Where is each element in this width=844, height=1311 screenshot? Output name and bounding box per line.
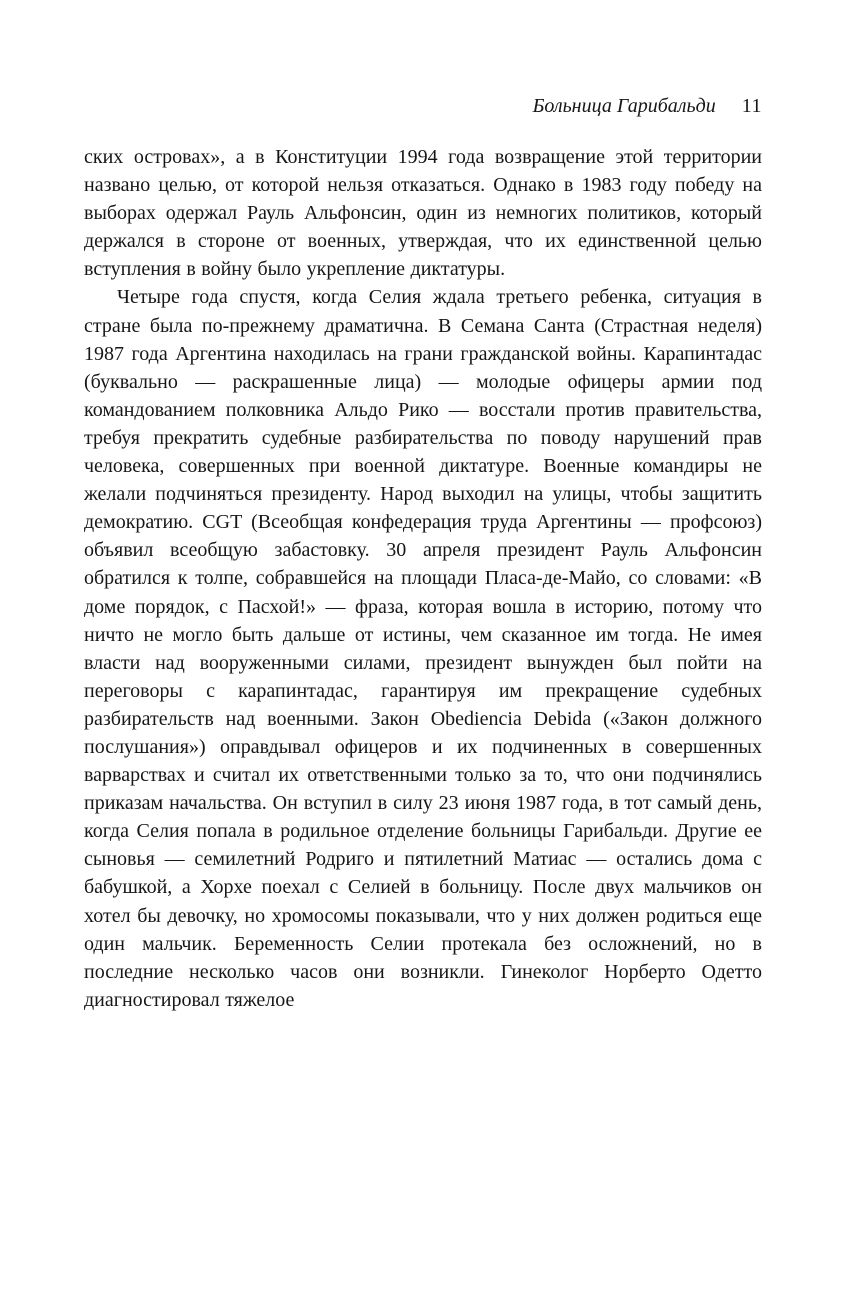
running-header-title: Больница Гарибальди: [532, 95, 716, 117]
paragraph: Четыре года спустя, когда Селия ждала третьего ребенка, ситуация в стране была по-прежнему драматична. В Семана Санта (Страстная неделя) 1987 года Аргентина находилась на грани гражданской войны. Карапинтадас (буквально — раскрашенные лица) — молодые офицеры армии под командованием полковника Альдо Рико — восстали против правительства, требуя прекратить судебные разбирательства по поводу нарушений прав человека, совершенных при военной диктатуре. Военные командиры не желали подчиняться президенту. Народ выходил на улицы, чтобы защитить демократию. CGT (Всеобщая конфедерация труда Аргентины — профсоюз) объявил всеобщую забастовку. 30 апреля президент Рауль Альфонсин обратился к толпе, собравшейся на площади Пласа-де-Майо, со словами: «В доме порядок, с Пасхой!» — фраза, которая вошла в историю, потому что ничто не могло быть дальше от истины, чем сказанное им тогда. Не имея власти над вооруженными силами, президент вынужден был пойти на переговоры с карапинтадас, гарантируя им прекращение судебных разбирательств над военными. Закон Obediencia Debida («Закон должного послушания») оправдывал офицеров и их подчиненных в совершенных варварствах и считал их ответственными только за то, что они подчинялись приказам начальства. Он вступил в силу 23 июня 1987 года, в тот самый день, когда Селия попала в родильное отделение больницы Гарибальди. Другие ее сыновья — семилетний Родриго и пятилетний Матиас — остались дома с бабушкой, а Хорхе поехал с Селией в больницу. После двух мальчиков он хотел бы девочку, но хромосомы показывали, что у них должен родиться еще один мальчик. Беременность Селии протекала без осложнений, но в последние несколько часов они возникли. Гинеколог Норберто Одетто диагностировал тяжелое: [84, 286, 762, 1011]
paragraph: ских островах», а в Конституции 1994 года возвращение этой территории названо целью, от которой нельзя отказаться. Однако в 1983 году победу на выборах одержал Рауль Альфонсин, один из немногих политиков, который держался в стороне от военных, утверждая, что их единственной целью вступления в войну было укрепление диктатуры.: [84, 146, 762, 281]
page-number: 11: [741, 95, 762, 117]
page-body-text: [84, 143, 762, 1014]
running-header: [84, 94, 762, 118]
